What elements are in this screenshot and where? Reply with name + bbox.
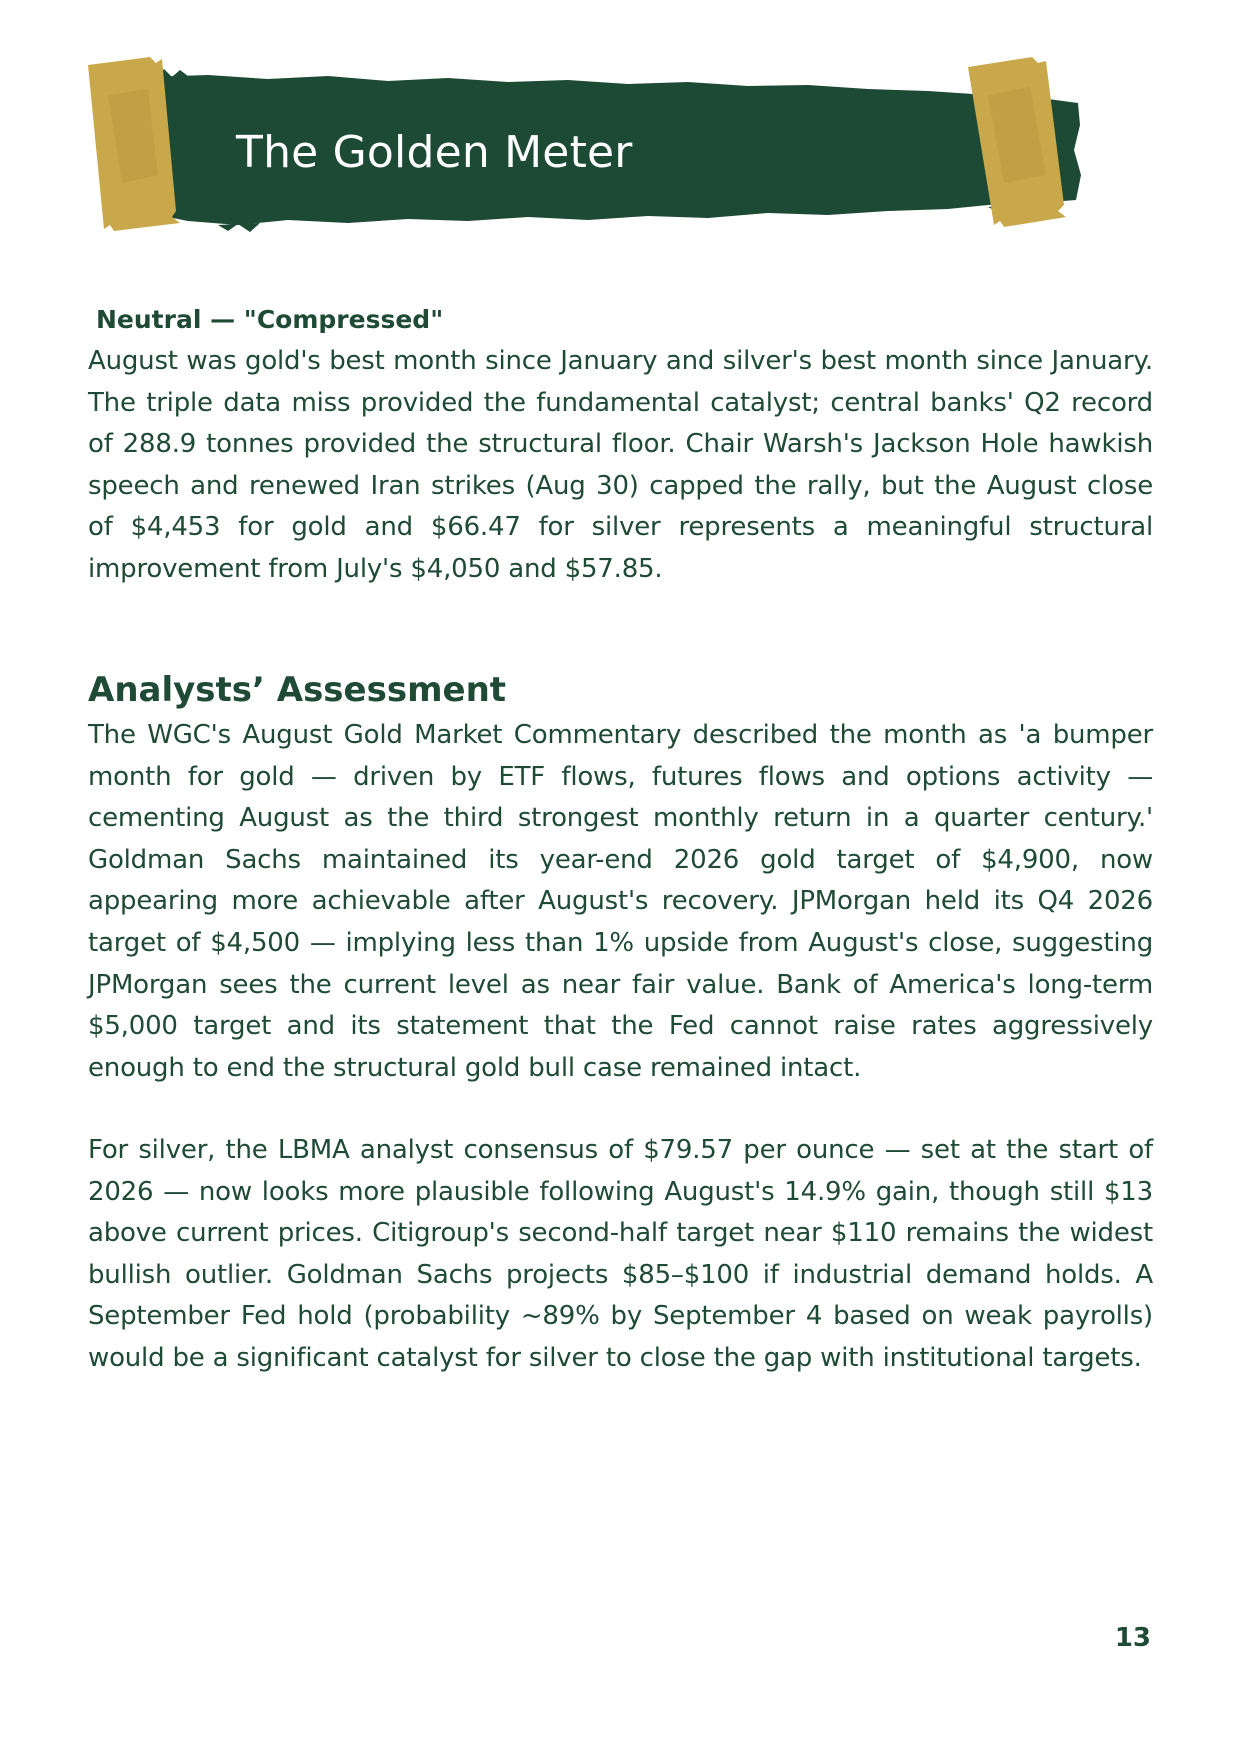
assessment-paragraph-1: The WGC's August Gold Market Commentary described the month as 'a bumper month for gold — driven by ETF flows, futures flows and options activity — cementing August as the third strongest monthly return in a quarter century.' Goldman Sachs maintained its year-end 2026 gold target of $4,900, now appearing more achievable after August's recovery. JPMorgan held its Q4 2026 target of $4,500 — implying less than 1% upside from August's close, suggesting JPMorgan sees the current level as near fair value. Bank of America's long-term $5,000 target and its statement that the Fed cannot raise rates aggressively enough to end the structural gold bull case remained intact. (88, 720, 1153, 1083)
assessment-paragraph-2: For silver, the LBMA analyst consensus of $79.57 per ounce — set at the start of 2026 — now looks more plausible following August's 14.9% gain, though still $13 above current prices. Citigroup's second-half target near $110 remains the widest bullish outlier. Goldman Sachs projects $85–$100 if industrial demand holds. A September Fed hold (probability ~89% by September 4 based on weak payrolls) would be a significant catalyst for silver to close the gap with institutional targets. (88, 1135, 1153, 1373)
title-banner (88, 55, 1088, 255)
meter-status-heading: Neutral — "Compressed" (96, 305, 444, 334)
page-number: 13 (1114, 1623, 1151, 1653)
page-title: The Golden Meter (236, 127, 633, 178)
section-heading: Analysts’ Assessment (88, 670, 507, 710)
meter-body-paragraph: August was gold's best month since January and silver's best month since January. The triple data miss provided the fundamental catalyst; central banks' Q2 record of 288.9 tonnes provided the structural floor. Chair Warsh's Jackson Hole hawkish speech and renewed Iran strikes (Aug 30) capped the rally, but the August close of $4,453 for gold and $66.47 for silver represents a meaningful structural improvement from July's $4,050 and $57.85. (88, 346, 1153, 584)
